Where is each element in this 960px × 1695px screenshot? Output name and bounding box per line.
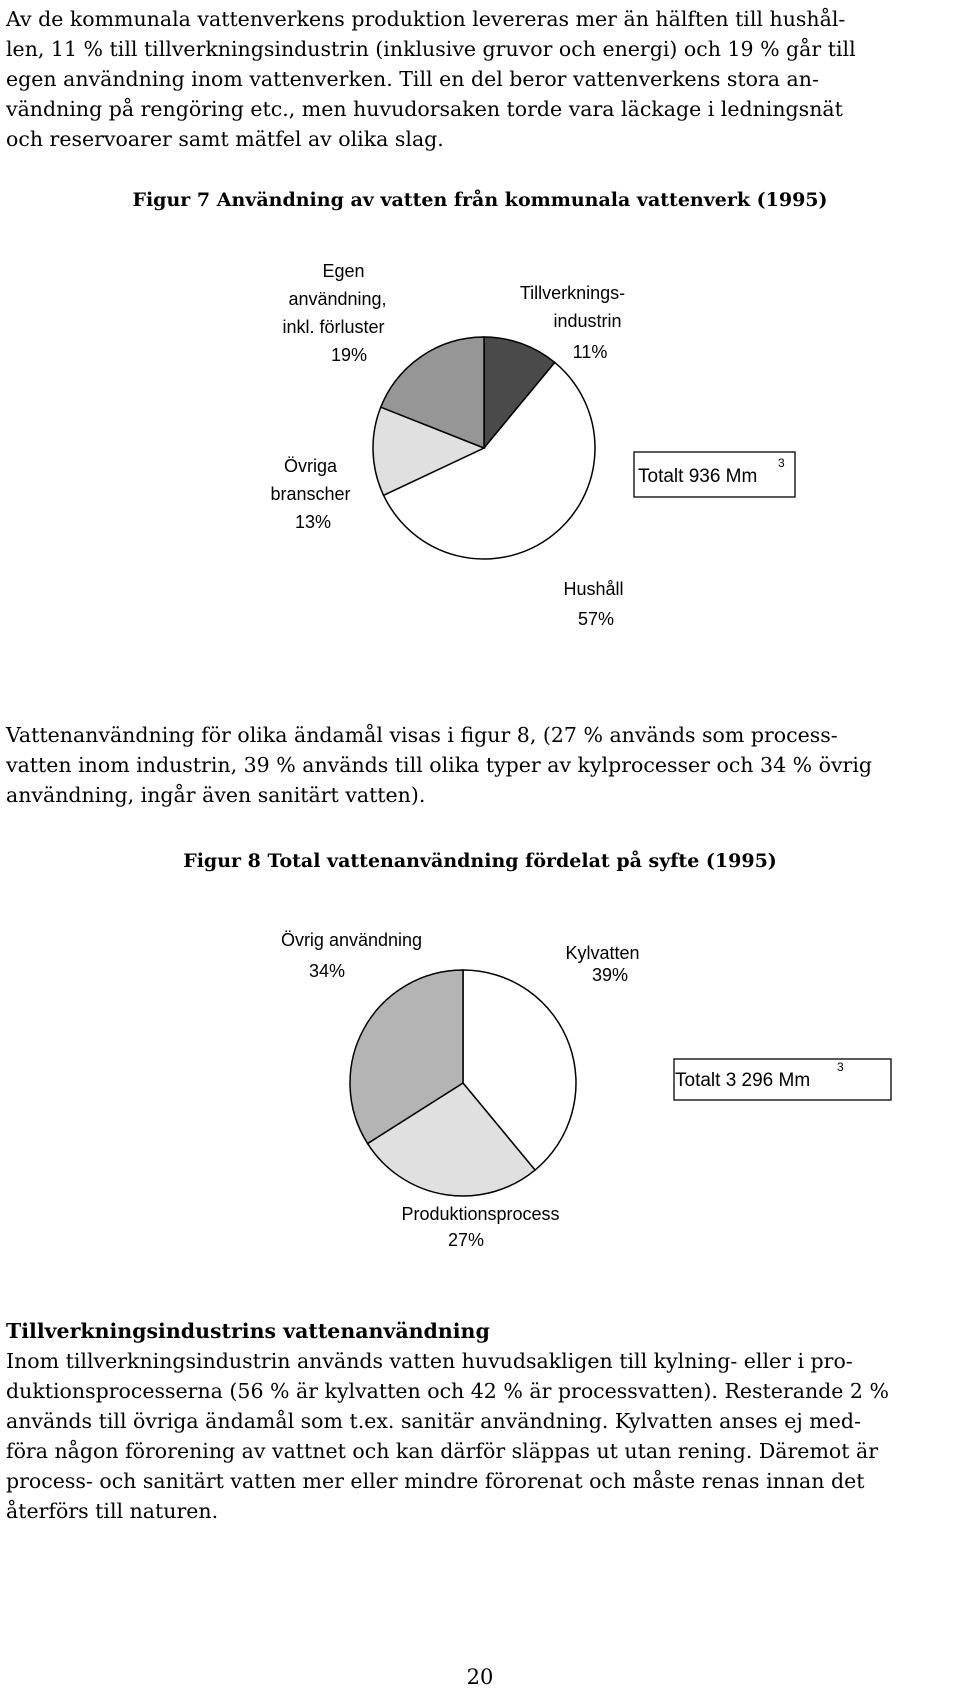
text-line: användning, ingår även sanitärt vatten). bbox=[6, 783, 426, 807]
figure7-title: Figur 7 Användning av vatten från kommunala vattenverk (1995) bbox=[132, 189, 828, 211]
total-superscript: 3 bbox=[778, 456, 785, 470]
text-line: används till övriga ändamål som t.ex. sanitär användning. Kylvatten anses ej med- bbox=[6, 1409, 861, 1433]
figure7-slices bbox=[373, 337, 595, 559]
section-paragraph bbox=[6, 1316, 951, 1526]
label-tillverkning: Tillverknings- industrin 11% bbox=[519, 283, 626, 362]
middle-paragraph bbox=[6, 720, 951, 810]
text-line: återförs till naturen. bbox=[6, 1499, 219, 1523]
figure8-pie-chart bbox=[0, 900, 960, 1270]
intro-paragraph bbox=[6, 4, 951, 154]
figure8-title: Figur 8 Total vattenanvändning fördelat på syfte (1995) bbox=[183, 850, 777, 872]
label-hushall: Hushåll 57% bbox=[563, 579, 624, 629]
text-line: egen användning inom vattenverken. Till en del beror vattenverkens stora an- bbox=[6, 67, 819, 91]
text-line: Vattenanvändning för olika ändamål visas i figur 8, (27 % används som process- bbox=[6, 723, 838, 747]
text-line: Inom tillverkningsindustrin används vatten huvudsakligen till kylning- eller i pro- bbox=[6, 1349, 853, 1373]
label-kylvatten: Kylvatten 39% bbox=[565, 943, 640, 985]
label-egen: Egen användning, inkl. förluster 19% bbox=[282, 261, 387, 365]
label-produktionsprocess: Produktionsprocess 27% bbox=[401, 1204, 560, 1250]
text-line: process- och sanitärt vatten mer eller mindre förorenat och måste renas innan det bbox=[6, 1469, 865, 1493]
total-label: Totalt 936 Mm bbox=[638, 466, 758, 487]
figure8-slices bbox=[350, 970, 576, 1196]
text-line: och reservoarer samt mätfel av olika slag. bbox=[6, 127, 444, 151]
text-line: vändning på rengöring etc., men huvudorsaken torde vara läckage i ledningsnät bbox=[6, 97, 843, 121]
figure7-pie-chart bbox=[0, 240, 960, 700]
text-line: föra någon förorening av vattnet och kan därför släppas ut utan rening. Däremot är bbox=[6, 1439, 879, 1463]
text-line: Av de kommunala vattenverkens produktion levereras mer än hälften till hushål- bbox=[6, 7, 846, 31]
page-number: 20 bbox=[466, 1665, 494, 1689]
text-line: vatten inom industrin, 39 % används till olika typer av kylprocesser och 34 % övrig bbox=[6, 753, 873, 777]
label-ovrig-anvandning: Övrig användning 34% bbox=[280, 930, 423, 981]
text-line: duktionsprocesserna (56 % är kylvatten och 42 % är processvatten). Resterande 2 % bbox=[6, 1379, 889, 1403]
label-ovriga: Övriga branscher 13% bbox=[270, 456, 351, 532]
total-label: Totalt 3 296 Mm bbox=[675, 1070, 811, 1091]
total-superscript: 3 bbox=[837, 1060, 844, 1074]
text-line: len, 11 % till tillverkningsindustrin (inklusive gruvor och energi) och 19 % går till bbox=[6, 37, 856, 61]
section-heading: Tillverkningsindustrins vattenanvändning bbox=[6, 1319, 490, 1343]
